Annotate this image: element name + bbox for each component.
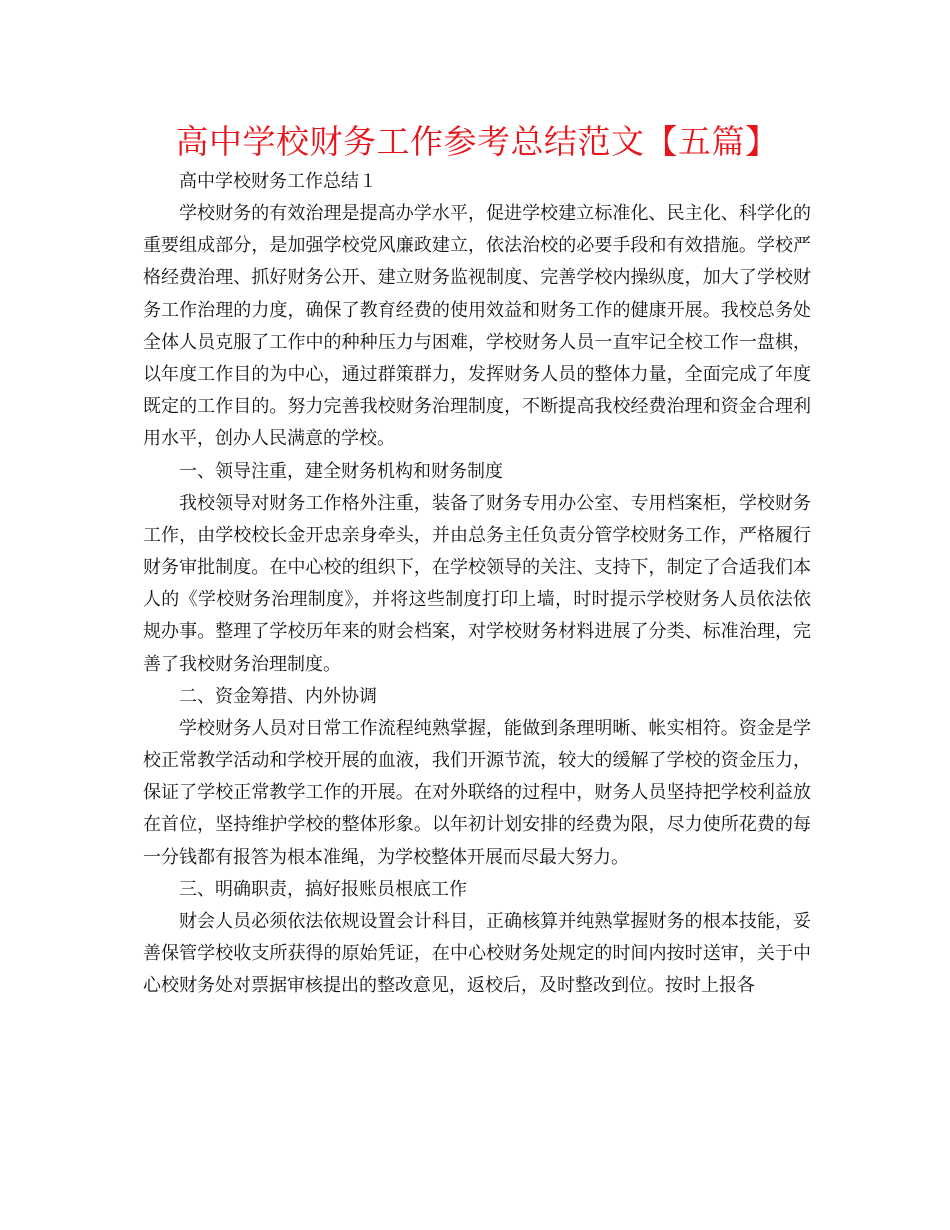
section-heading-3: 三、明确职责，搞好报账员根底工作	[179, 878, 467, 900]
document-page	[143, 118, 811, 1002]
body-paragraph-1: 学校财务的有效治理是提高办学水平，促进学校建立标准化、民主化、科学化的重要组成部分，是加强学校党风廉政建立，依法治校的必要手段和有效措施。学校严格经费治理、抓好财务公开、建立财务监视制度、完善学校内操纵度，加大了学校财务工作治理的力度，确保了教育经费的使用效益和财务工作的健康开展。我校总务处全体人员克服了工作中的种种压力与困难，学校财务人员一直牢记全校工作一盘棋，以年度工作目的为中心，通过群策群力，发挥财务人员的整体力量，全面完成了年度既定的工作目的。努力完善我校财务治理制度，不断提高我校经费治理和资金合理利用水平，创办人民满意的学校。	[143, 203, 811, 450]
body-paragraph-4: 财会人员必须依法依规设置会计科目，正确核算并纯熟掌握财务的根本技能，妥善保管学校收支所获得的原始凭证，在中心校财务处规定的时间内按时送审，关于中心校财务处对票据审核提出的整改意见，返校后，及时整改到位。按时上报各	[143, 910, 811, 997]
body-paragraph-2: 我校领导对财务工作格外注重，装备了财务专用办公室、专用档案柜，学校财务工作，由学校校长金开忠亲身牵头，并由总务主任负责分管学校财务工作，严格履行财务审批制度。在中心校的组织下，在学校领导的关注、支持下，制定了合适我们本人的《学校财务治理制度》，并将这些制度打印上墙，时时提示学校财务人员依法依规办事。整理了学校历年来的财会档案，对学校财务材料进展了分类、标准治理，完善了我校财务治理制度。	[143, 492, 811, 675]
body-paragraph-3: 学校财务人员对日常工作流程纯熟掌握，能做到条理明晰、帐实相符。资金是学校正常教学活动和学校开展的血液，我们开源节流，较大的缓解了学校的资金压力，保证了学校正常教学工作的开展。在对外联络的过程中，财务人员坚持把学校利益放在首位，坚持维护学校的整体形象。以年初计划安排的经费为限，尽力使所花费的每一分钱都有报答为根本准绳，为学校整体开展而尽最大努力。	[143, 717, 811, 868]
section-heading-1: 一、领导注重，建全财务机构和财务制度	[179, 460, 503, 482]
document-subtitle: 高中学校财务工作总结１	[179, 171, 377, 192]
document-title: 高中学校财务工作参考总结范文【五篇】	[175, 122, 779, 161]
section-heading-2: 二、资金筹措、内外协调	[179, 685, 377, 707]
